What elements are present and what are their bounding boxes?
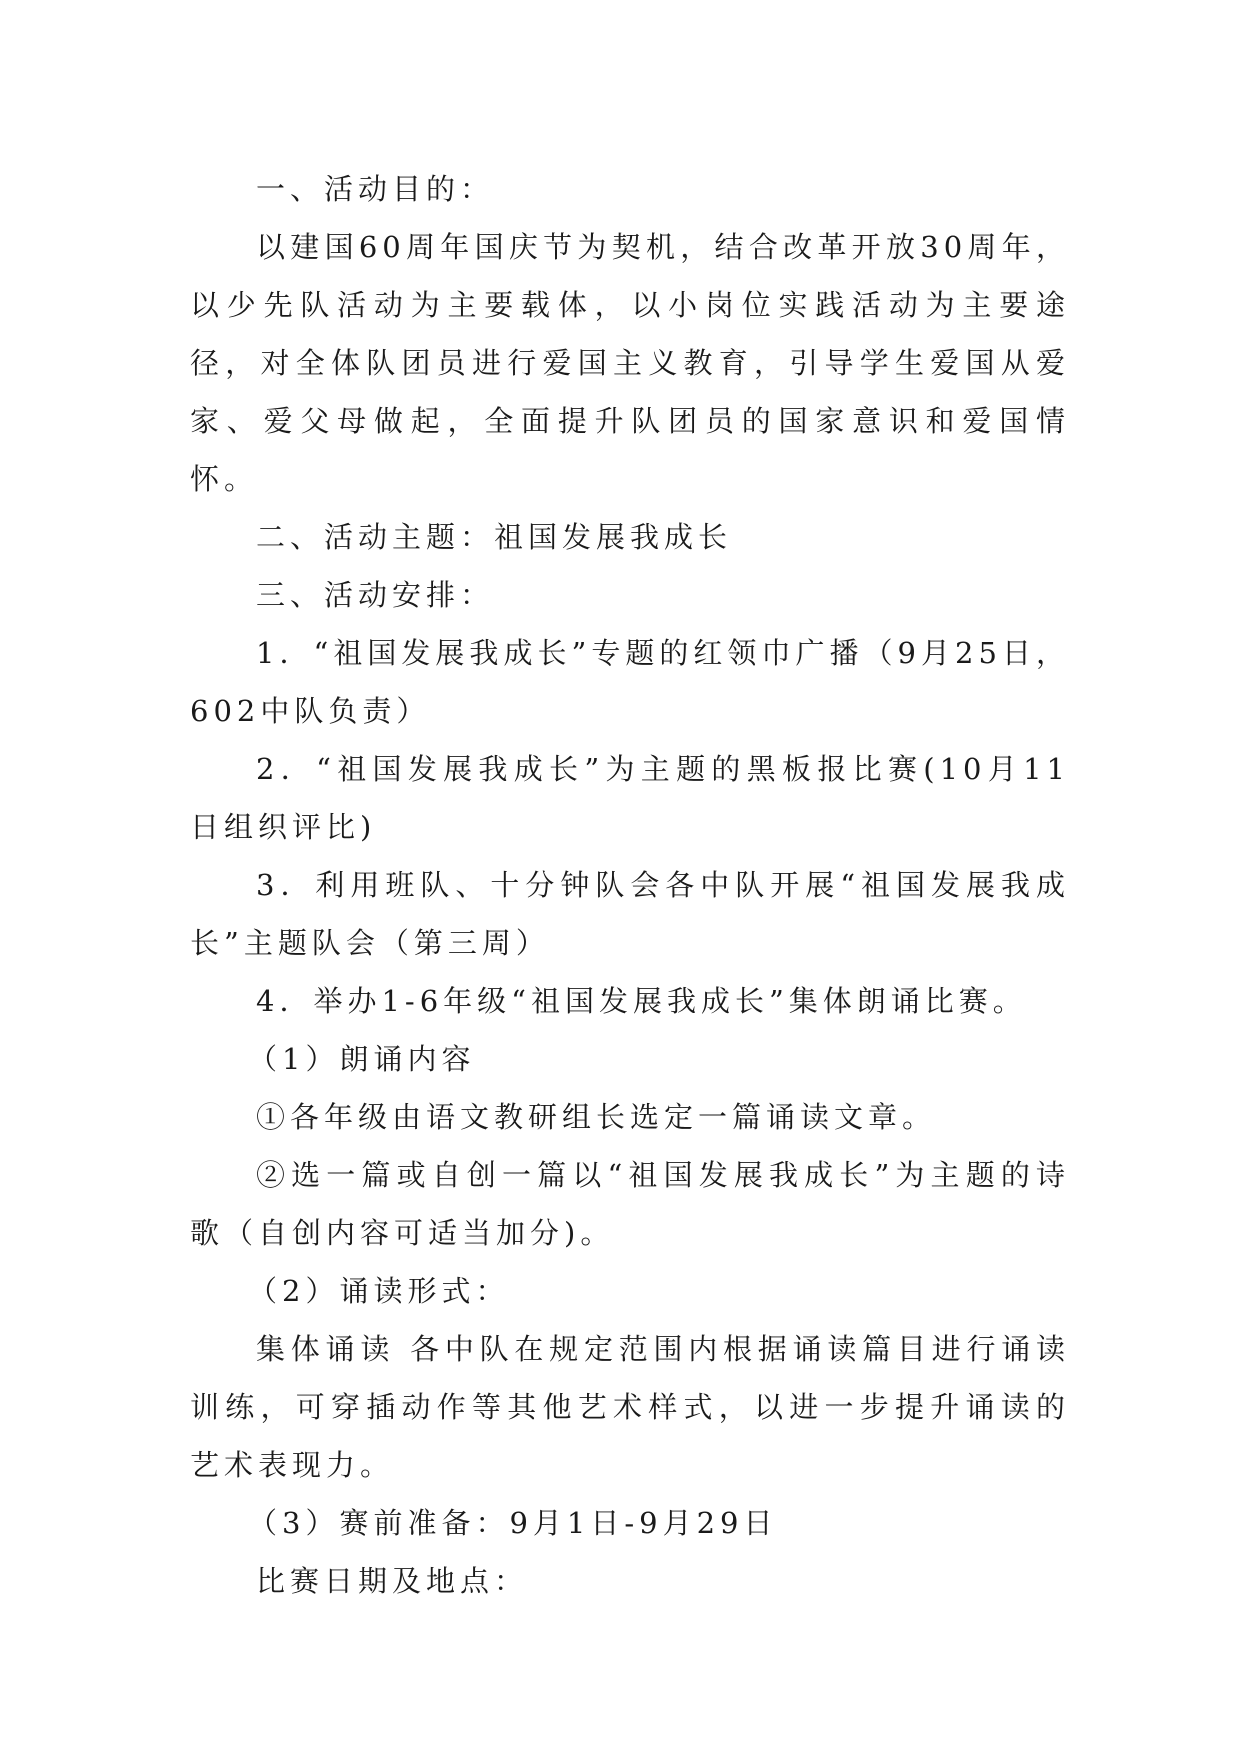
heading-purpose: 一、活动目的： xyxy=(256,172,495,206)
heading-theme: 二、活动主题：祖国发展我成长 xyxy=(256,520,733,554)
list-item-1: 1．“祖国发展我成长”专题的红领巾广播（9月25日，602中队负责） xyxy=(190,636,1070,728)
subheading-preparation: （3）赛前准备：9月1日-9月29日 xyxy=(248,1506,778,1540)
list-item-2: 2．“祖国发展我成长”为主题的黑板报比赛(10月11日组织评比) xyxy=(190,752,1070,844)
paragraph-purpose-body: 以建国60周年国庆节为契机，结合改革开放30周年，以少先队活动为主要载体，以小岗位实践活动为主要途径，对全体队团员进行爱国主义教育，引导学生爱国从爱家、爱父母做起，全面提升队团员的国家意识和爱国情怀。 xyxy=(190,230,1070,496)
circled-item-1: ①各年级由语文教研组长选定一篇诵读文章。 xyxy=(256,1100,937,1134)
circled-item-2: ②选一篇或自创一篇以“祖国发展我成长”为主题的诗歌（自创内容可适当加分)。 xyxy=(190,1158,1070,1250)
subheading-date-location: 比赛日期及地点： xyxy=(256,1564,529,1598)
list-item-4: 4．举办1-6年级“祖国发展我成长”集体朗诵比赛。 xyxy=(256,984,1027,1018)
list-item-3: 3．利用班队、十分钟队会各中队开展“祖国发展我成长”主题队会（第三周） xyxy=(190,868,1070,960)
heading-arrangement: 三、活动安排： xyxy=(256,578,495,612)
paragraph-recitation-form: 集体诵读 各中队在规定范围内根据诵读篇目进行诵读训练，可穿插动作等其他艺术样式，以进一步提升诵读的艺术表现力。 xyxy=(190,1332,1070,1482)
subheading-recitation-content: （1）朗诵内容 xyxy=(248,1042,476,1076)
document-body xyxy=(190,160,1070,1610)
subheading-recitation-form: （2）诵读形式： xyxy=(248,1274,510,1308)
